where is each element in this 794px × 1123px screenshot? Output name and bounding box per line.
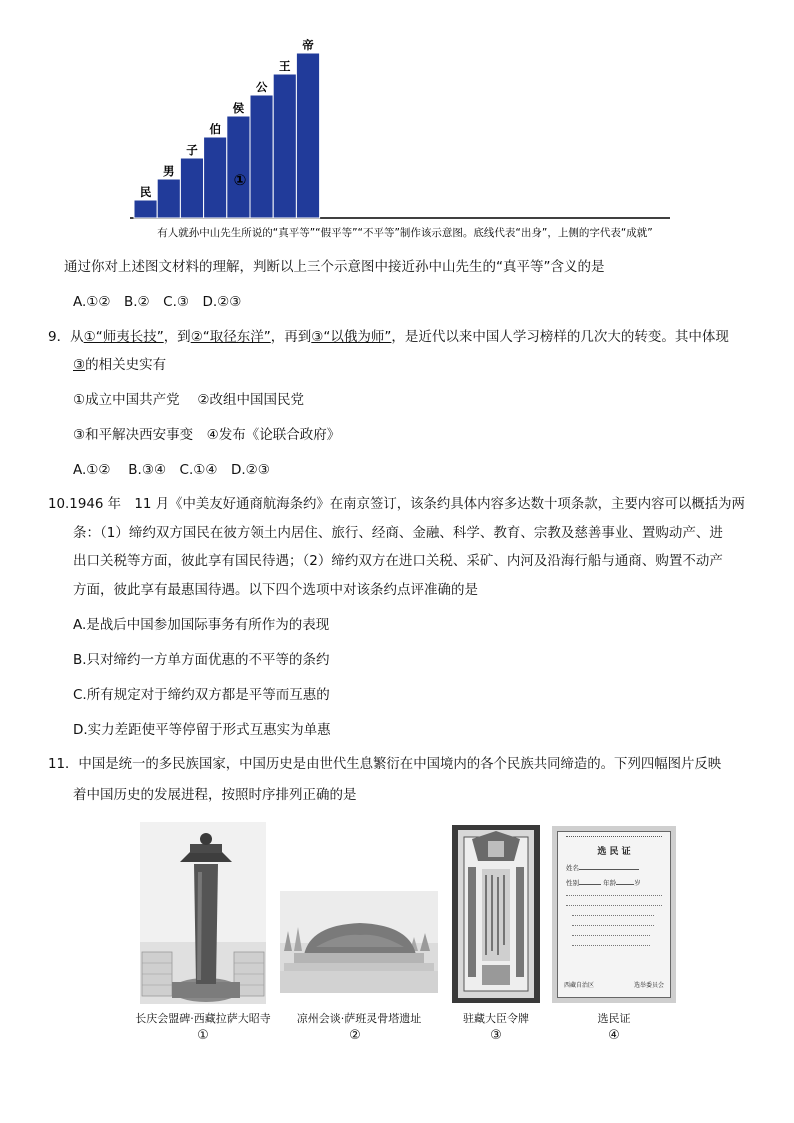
tibetan-script-line [566,836,662,841]
photo-caption-1: 长庆会盟碑·西藏拉萨大昭寺 [135,1012,271,1025]
photo-number-2: ② [349,1028,361,1043]
panel1-step [296,53,319,218]
voter-card-age-unit: 岁 [634,879,641,887]
panel1-label: 男 [163,164,175,178]
panel1-label: 民 [139,185,152,199]
voter-card-name-row [566,863,670,872]
token-photo [452,825,540,1003]
q9-underlined-3: ③ [73,357,86,373]
panel1-step [273,74,296,218]
photo-caption-2: 凉州会谈·萨班灵骨塔遗址 [296,1012,422,1025]
equality-diagram [130,38,690,239]
panel1-label: 王 [279,59,291,73]
panel1-label: 子 [186,143,198,157]
q9-suffix: ，是近代以来中国人学习榜样的几次大的转变。其中体现 [391,329,729,345]
photo-caption-4: 选民证 [597,1012,631,1025]
q9-items-1: ①成立中国共产党 ②改组中国国民党 [73,392,304,408]
q10-line4: 方面，彼此享有最惠国待遇。以下四个选项中对该条约点评准确的是 [73,582,478,598]
photo-caption-3: 驻藏大臣令牌 [463,1012,529,1025]
voter-card [557,831,671,998]
q8-options: A.①② B.② C.③ D.②③ [73,294,242,310]
panel1-marker: ① [233,171,247,189]
q10-line1: 10.1946 年 11 月《中美友好通商航海条约》在南京签订，该条约具体内容多达数十项条款，主要内容可以概括为两 [48,497,745,512]
q9-stem-line2 [73,355,166,375]
q10-option-b: B.只对缔约一方单方面优惠的不平等的条约 [73,652,330,668]
voter-card-title: 选 民 证 [597,847,631,857]
stele-photo [140,822,266,1004]
voter-card-photo [552,826,676,1003]
panel1-step [250,95,273,218]
q9-items-2: ③和平解决西安事变 ④发布《论联合政府》 [73,427,341,443]
panel1-label: 伯 [209,122,221,136]
panel1-step [227,116,250,218]
q9-stem-line1 [48,327,729,347]
q10-line2: 条：（1）缔约双方国民在彼方领土内居住、旅行、经商、金融、科学、教育、宗教及慈善事业、置购动产、进 [73,525,723,541]
q9-options: A.①② B.③④ C.①④ D.②③ [73,462,270,478]
panel1-step [204,137,227,218]
panel1-step [157,179,180,218]
q8-stem: 通过你对上述图文材料的理解，判断以上三个示意图中接近孙中山先生的“真平等”含义的是 [64,259,605,275]
panel1-label: 帝 [302,38,314,52]
photo-number-1: ① [197,1028,209,1043]
panel1-label: 公 [255,80,268,94]
voter-card-age-label: 年龄 [603,879,617,887]
photo-number-4: ④ [608,1028,620,1043]
voter-card-footer-right: 选举委员会 [633,982,664,989]
q10-option-c: C.所有规定对于缔约双方都是平等而互惠的 [73,687,330,703]
panel1-step [180,158,203,218]
panel1-step [134,200,157,218]
q11-line2: 着中国历史的发展进程，按照时序排列正确的是 [73,787,357,803]
q9-mid-1: ，到 [163,329,191,345]
voter-card-footer-left: 西藏自治区 [564,982,595,989]
q9-mid-2: ，再到 [270,329,312,345]
diagram-panel-1 [134,38,320,218]
q9-term-3: ③“以俄为师” [311,329,392,345]
panel1-label: 侯 [232,101,245,115]
q10-option-d: D.实力差距使平等停留于形式互惠实为单惠 [73,722,331,738]
q11-line1: 11．中国是统一的多民族国家，中国历史是由世代生息繁衍在中国境内的各个民族共同缔造的。下列四幅图片反映 [48,757,722,772]
photo-number-3: ③ [490,1028,502,1043]
ruins-photo [280,891,438,993]
q9-line2-rest: 的相关史实有 [85,357,167,373]
q10-option-a: A.是战后中国参加国际事务有所作为的表现 [73,617,330,633]
voter-card-footer [564,980,664,989]
q10-line3: 出口关税等方面，彼此享有国民待遇；（2）缔约双方在进口关税、采矿、内河及沿海行船与通商、购置不动产 [73,553,723,569]
voter-card-name-label: 姓名 [566,864,579,872]
q9-term-1: ①“师夷长技” [83,329,164,345]
q9-term-2: ②“取径东洋” [190,329,271,345]
diagram-caption: 有人就孙中山先生所说的“真平等”“假平等”“不平等”制作该示意图。底线代表“出身”，上侧的字代表“成就” [157,227,653,239]
voter-card-gender-row [566,878,670,887]
voter-card-gender-label: 性别 [566,879,579,887]
q9-prefix: 9．从 [48,329,84,345]
